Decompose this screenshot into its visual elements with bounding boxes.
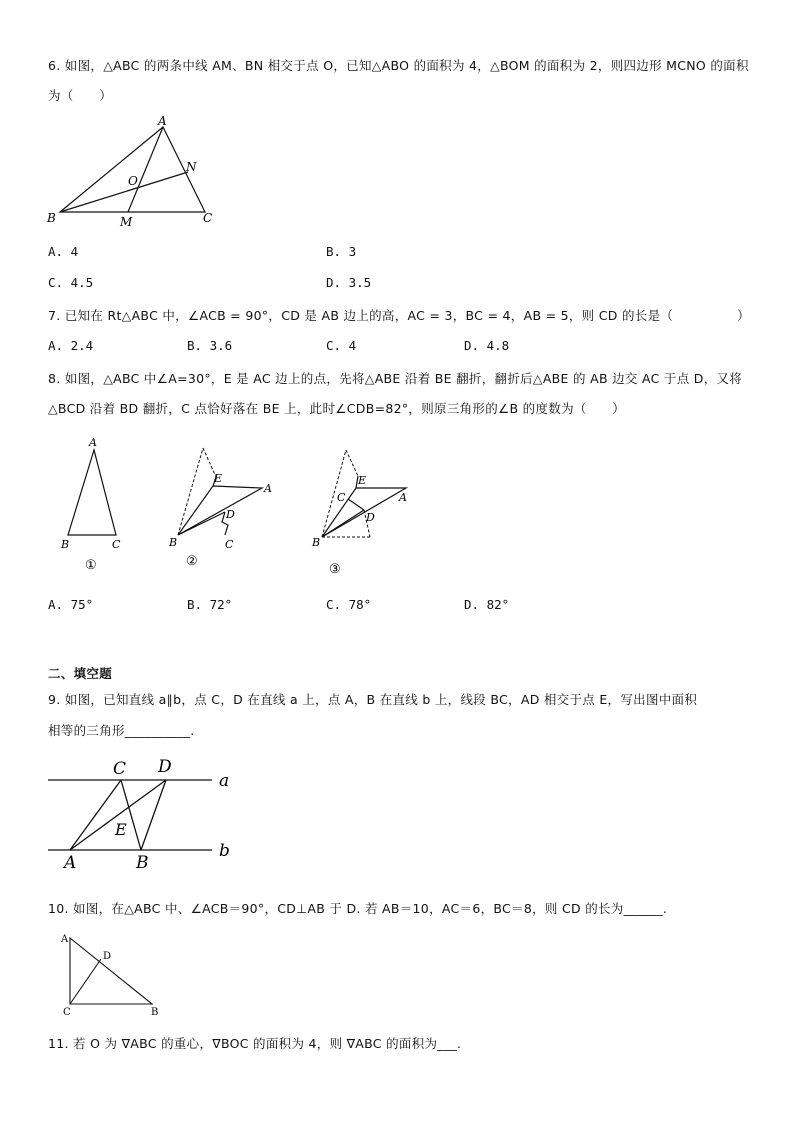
q6-stem-line1: 6. 如图，△ABC 的两条中线 AM、BN 相交于点 O，已知△ABO 的面积为 4，△BOM 的面积为 2，则四边形 MCNO 的面积 [48, 58, 749, 73]
q9-stem-line1: 9. 如图，已知直线 a∥b，点 C，D 在直线 a 上，点 A，B 在直线 b 上，线段 BC，AD 相交于点 E，写出图中面积 [48, 692, 698, 707]
q6-label-N: N [186, 160, 197, 174]
q6-label-C: C [203, 211, 213, 225]
q10-label-B: B [151, 1007, 159, 1018]
q9-label-b: b [219, 841, 230, 861]
q9-label-D: D [158, 757, 172, 777]
section-heading: 二、填空题 [48, 666, 113, 681]
q9-label-B: B [136, 853, 149, 873]
q10-label-C: C [63, 1007, 71, 1018]
q6-stem-line2: 为（ ） [48, 88, 113, 103]
q7-option-a: A. 2.4 [48, 338, 94, 353]
q8-fig3-C: C [337, 491, 346, 504]
q7-option-b: B. 3.6 [187, 338, 233, 353]
q8-figures [50, 430, 430, 580]
q6-option-b: B. 3 [326, 244, 357, 259]
q7-option-c: C. 4 [326, 338, 357, 353]
q6-label-O: O [128, 174, 138, 188]
q8-option-b: B. 72° [187, 597, 233, 612]
q11-stem: 11. 若 O 为 ∇ABC 的重心，∇BOC 的面积为 4，则 ∇ABC 的面积为___. [48, 1036, 462, 1051]
q7-stem: 7. 已知在 Rt△ABC 中，∠ACB = 90°，CD 是 AB 边上的高，AC = 3，BC = 4，AB = 5，则 CD 的长是（ ） [48, 308, 750, 323]
q10-label-A: A [61, 934, 69, 945]
q9-label-a: a [219, 771, 230, 791]
q8-figure-2 [178, 477, 262, 535]
q8-fig2-A: A [264, 482, 272, 495]
q8-fig2-E: E [214, 472, 223, 485]
q6-option-d: D. 3.5 [326, 275, 372, 290]
q8-option-c: C. 78° [326, 597, 372, 612]
q8-figure-1 [68, 450, 116, 535]
q6-option-c: C. 4.5 [48, 275, 94, 290]
q9-stem-line2: 相等的三角形__________. [48, 723, 195, 738]
q6-option-a: A. 4 [48, 244, 79, 259]
q8-fig1-B: B [61, 538, 70, 551]
q10-stem: 10. 如图，在△ABC 中、∠ACB＝90°，CD⊥AB 于 D. 若 AB＝10，AC＝6，BC＝8，则 CD 的长为______. [48, 901, 668, 916]
q8-fig2-C: C [225, 538, 234, 551]
q8-fig2-label: ② [186, 554, 198, 569]
q6-label-A: A [158, 114, 167, 128]
q8-option-d: D. 82° [464, 597, 510, 612]
q8-fig1-A: A [89, 436, 97, 449]
q7-option-d: D. 4.8 [464, 338, 510, 353]
q8-fig3-D: D [366, 511, 375, 524]
q8-fig2-D: D [226, 508, 235, 521]
q8-fig3-B: B [312, 536, 321, 549]
q9-label-C: C [113, 759, 127, 779]
q9-label-E: E [115, 820, 127, 839]
q8-fig3-label: ③ [329, 562, 341, 577]
q6-label-M: M [120, 215, 133, 229]
q6-label-B: B [47, 211, 56, 225]
q9-figure [40, 752, 240, 874]
q8-fig1-label: ① [85, 558, 97, 573]
q8-stem-line1: 8. 如图，△ABC 中∠A=30°，E 是 AC 边上的点，先将△ABE 沿着 BE 翻折，翻折后△ABE 的 AB 边交 AC 于点 D，又将 [48, 371, 743, 386]
q6-figure [40, 112, 230, 232]
q8-option-a: A. 75° [48, 597, 94, 612]
q8-fig2-B: B [169, 536, 178, 549]
q8-stem-line2: △BCD 沿着 BD 翻折，C 点恰好落在 BE 上，此时∠CDB=82°，则原三角形的∠B 的度数为（ ） [48, 401, 626, 416]
q9-label-A: A [64, 853, 77, 873]
q8-fig1-C: C [112, 538, 121, 551]
q8-fig3-A: A [399, 491, 407, 504]
q10-label-D: D [103, 951, 112, 962]
q10-figure [56, 926, 176, 1022]
q8-fig3-E: E [358, 474, 367, 487]
